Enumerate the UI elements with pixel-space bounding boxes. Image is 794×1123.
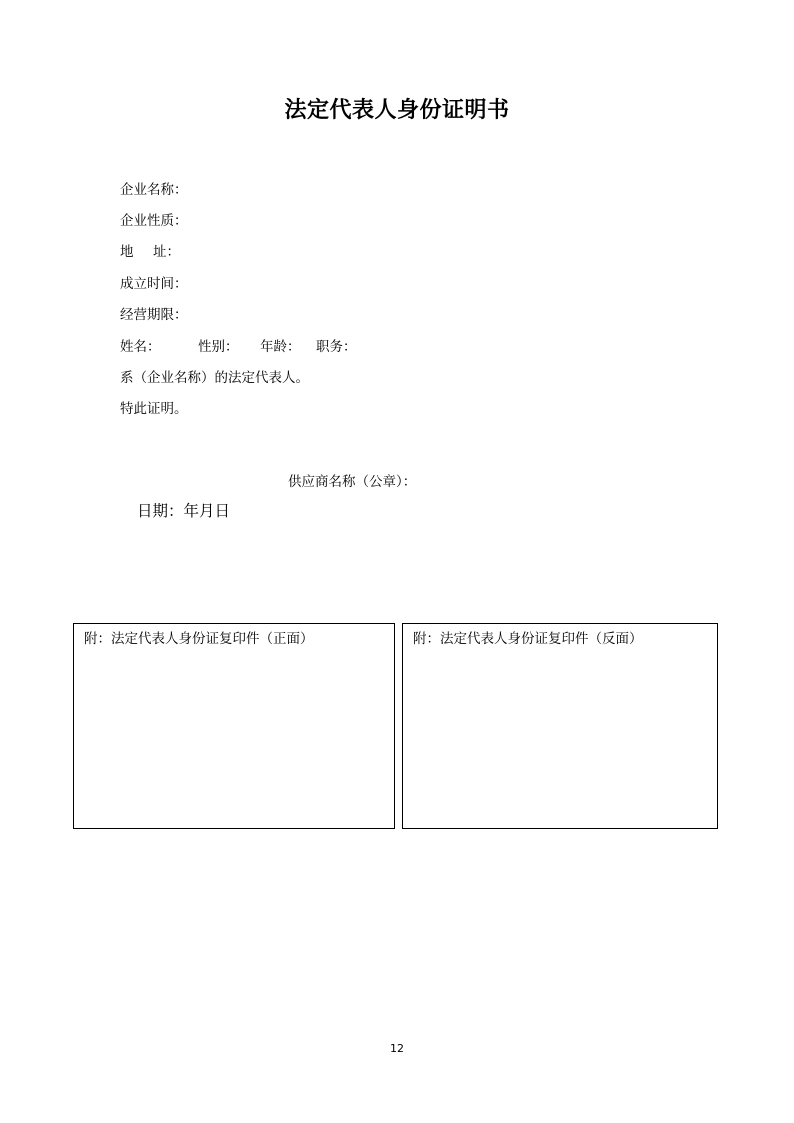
- address-label: [120, 243, 186, 261]
- id-card-back-caption: 附：法定代表人身份证复印件（反面）: [413, 631, 643, 647]
- company-name-label: 企业名称：: [120, 182, 188, 198]
- address-label-char1: 地: [120, 244, 134, 260]
- gender-label: 性别：: [198, 339, 239, 355]
- age-label: 年龄：: [260, 339, 301, 355]
- address-label-char2: 址：: [153, 244, 180, 260]
- page-number: 12: [390, 1042, 404, 1055]
- certify-statement: 特此证明。: [120, 401, 188, 417]
- id-card-back-box: [402, 623, 718, 829]
- position-label: 职务：: [316, 339, 357, 355]
- person-info-row: [120, 338, 357, 356]
- name-label: 姓名：: [120, 339, 161, 355]
- id-card-front-box: [73, 623, 395, 829]
- established-label: 成立时间：: [120, 276, 188, 292]
- page-title: 法定代表人身份证明书: [284, 98, 510, 123]
- id-card-front-caption: 附：法定代表人身份证复印件（正面）: [84, 631, 314, 647]
- date-label: 日期：年月日: [137, 502, 231, 520]
- representative-statement: 系（企业名称）的法定代表人。: [120, 370, 309, 386]
- supplier-seal-label: 供应商名称（公章）：: [288, 474, 417, 490]
- business-term-label: 经营期限：: [120, 307, 188, 323]
- company-type-label: 企业性质：: [120, 213, 188, 229]
